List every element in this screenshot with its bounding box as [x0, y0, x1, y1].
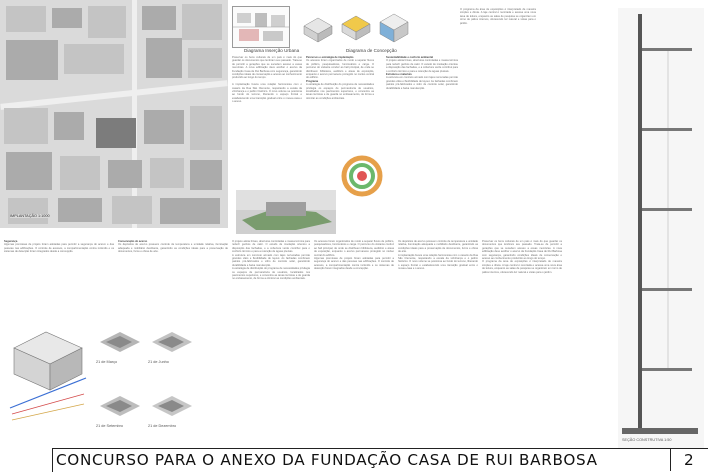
text-lower-5: Os depósitos de acervo possuem controle de temperatura e umidade relativa, iluminação adequada e mobiliário deslizante, garantindo as condições ideais para a preservação de documentos, livros e obras de arte. A implantação busca uma relação harmoniosa com o casario da Rua São Clemente, respeitando a escala da vizinhança e o jardim histórico. O novo volume se posiciona ao fundo do terreno, liberando o espaço frontal e estabelecendo uma transição gradual entre o museu-casa e o anexo.: [398, 240, 478, 271]
text-lower-4: Os acessos foram organizados de modo a separar fluxos de público, pesquisadores, funcionários e carga. O percurso do visitante conduz ao hall principal, de onde se distribuem biblioteca, auditório e áreas de exposição, enquanto o acervo permanece protegido no núcleo central do edifício. Algumas premissas de projeto foram adotadas para permitir a segurança do acervo e das pessoas nas edificações. O controle de acessos, a compartimentação contra incêndio e os sistemas de detecção foram integrados desde a concepção.: [314, 240, 394, 271]
board-title: CONCURSO PARA O ANEXO DA FUNDAÇÃO CASA DE RUI BARBOSA: [56, 451, 598, 469]
section-drawing: [618, 8, 704, 448]
text-program: Percursos e estratégia de implantação Os acessos foram organizados de modo a separar fluxos de público, pesquisadores, funcionários e carga. O percurso do visitante conduz ao hall principal, de onde se distribuem biblioteca, auditório e áreas de exposição, enquanto o acervo permanece protegido no núcleo central do edifício. Programa A estratégia de distribuição do programa de necessidades privilegia os espaços de permanência de usuários, localizados nos pavimentos superiores, e concentra as áreas técnicas e de guarda no embasamento, de forma a otimizar as condições ambientais.: [306, 56, 374, 100]
building-block: [108, 160, 142, 188]
site-plan: [0, 0, 228, 228]
building-block: [160, 198, 220, 224]
urban-diagram-drawing: [233, 7, 289, 47]
solar-study-drawing: [148, 326, 196, 358]
axonometric-diagram: [6, 318, 88, 430]
footer-separator: [670, 449, 671, 471]
text-lower-6: Preservar os bens culturais de um país é mais do que guardar os documentos que lembram seu passado. Trata-se de permitir a gerações que se sucedem acesso a essas memórias. A nova edificação deve acolher o acervo da Fundação Casa de Rui Barbosa com segurança, garantindo condições ideais de conservação e acesso ao conhecimento produzido ao longo do tempo. O programa da área de exposições é interpretado de maneira simples e direta. A laje central é recortada e acessa uma nova área de leitura, enquanto as salas de pesquisa se organizam em torno de pátios internos, oferecendo luz natural e vistas para o jardim.: [482, 240, 562, 274]
building-block: [60, 156, 100, 190]
site-plan-label: IMPLANTAÇÃO 1:1000: [10, 214, 50, 218]
text-sustainability: Sustentabilidade e conforto ambiental O projeto adota brises, aberturas controladas e massa térmica para reduzir ganhos de calor. O estudo de insolação orientou a disposição das fachadas, e a cobertura verde contribui para o conforto térmico e para a retenção de águas pluviais. Estrutura e materiais A estrutura em concreto armado com lajes nervuradas permite grandes vãos e flexibilidade de layout. As fachadas combinam painéis pré-fabricados e vidro de controle solar, garantindo durabilidade e baixa manutenção.: [386, 56, 458, 90]
solar-study-september: [96, 390, 144, 422]
perspective-drawing: [236, 190, 336, 234]
solar-study-june: [148, 326, 196, 358]
building-block: [146, 38, 182, 78]
sheet-number: 2: [684, 451, 694, 469]
building-block: [52, 8, 82, 28]
building-block: [190, 106, 222, 150]
program-diagram-drawing: [340, 154, 384, 198]
building-block: [6, 6, 46, 32]
building-block: [144, 110, 184, 144]
text-lower-1: Segurança Algumas premissas de projeto foram adotadas para permitir a segurança do acervo e das pessoas nas edificações. O controle de acessos, a compartimentação contra incêndio e os sistemas de detecção foram integrados desde a concepção.: [4, 240, 114, 254]
building-block: [8, 198, 48, 224]
footer-bar: [0, 448, 708, 472]
concept-diagram: [300, 6, 420, 48]
building-block: [6, 40, 58, 80]
building-block: [58, 198, 102, 222]
street-secondary: [132, 0, 137, 228]
text-lower-2: Conservação do acervo Os depósitos de acervo possuem controle de temperatura e umidade relativa, iluminação adequada e mobiliário deslizante, garantindo as condições ideais para a preservação de documentos, livros e obras de arte.: [118, 240, 228, 254]
text-exhibition: O programa da área de exposições é interpretado de maneira simples e direta. A laje central é recortada e acessa uma nova área de leitura, enquanto as salas de pesquisa se organizam em torno de pátios internos, oferecendo luz natural e vistas para o jardim.: [460, 8, 536, 25]
building-block: [150, 158, 184, 188]
axonometric-drawing: [6, 318, 88, 430]
solar-study-march: [96, 326, 144, 358]
solar-study-drawing: [148, 390, 196, 422]
concept-diagram-caption: Diagrama de Concepção: [346, 48, 397, 53]
solar-study-drawing: [96, 326, 144, 358]
urban-diagram-caption: Diagrama Inserção Urbana: [244, 48, 300, 53]
footer-tick: [52, 448, 53, 472]
construction-section: [618, 8, 704, 448]
urban-diagram: [232, 6, 290, 48]
solar-label-march: 21 de Março: [96, 360, 118, 364]
building-block: [182, 4, 222, 40]
solar-label-december: 21 de Dezembro: [148, 424, 177, 428]
section-label: SEÇÃO CONSTRUTIVA 1:50: [622, 438, 672, 442]
solar-label-september: 21 de Setembro: [96, 424, 124, 428]
building-block: [112, 196, 152, 224]
solar-study-december: [148, 390, 196, 422]
perspective-image: [236, 190, 336, 234]
solar-study-drawing: [96, 390, 144, 422]
building-block: [88, 6, 126, 38]
building-block: [190, 160, 222, 190]
program-diagram: [340, 154, 384, 198]
building-block: [6, 152, 52, 190]
annex-building: [96, 118, 136, 148]
building-block: [54, 112, 84, 140]
building-block: [4, 108, 48, 144]
building-block: [188, 48, 222, 78]
footer-line: [52, 448, 708, 449]
solar-label-june: 21 de Junho: [148, 360, 169, 364]
building-block: [64, 44, 124, 74]
concept-diagram-drawing: [300, 6, 420, 48]
building-block: [142, 6, 176, 30]
text-intro: Preservar os bens culturais de um país é mais do que guardar os documentos que lembram seu passado. Trata-se de permitir a gerações que se sucedem acesso a essas memórias. A nova edificação deve acolher o acervo da Fundação Casa de Rui Barbosa com segurança, garantindo condições ideais de conservação e acesso ao conhecimento produzido ao longo do tempo. A implantação busca uma relação harmoniosa com o casario da Rua São Clemente, respeitando a escala da vizinhança e o jardim histórico. O novo volume se posiciona ao fundo do terreno, liberando o espaço frontal e estabelecendo uma transição gradual entre o museu-casa e o anexo.: [232, 56, 302, 104]
text-lower-3: O projeto adota brises, aberturas controladas e massa térmica para reduzir ganhos de calor. O estudo de insolação orientou a disposição das fachadas, e a cobertura verde contribui para o conforto térmico e para a retenção de águas pluviais. A estrutura em concreto armado com lajes nervuradas permite grandes vãos e flexibilidade de layout. As fachadas combinam painéis pré-fabricados e vidro de controle solar, garantindo durabilidade e baixa manutenção. A estratégia de distribuição do programa de necessidades privilegia os espaços de permanência de usuários, localizados nos pavimentos superiores, e concentra as áreas técnicas e de guarda no embasamento, de forma a otimizar as condições ambientais.: [232, 240, 310, 281]
